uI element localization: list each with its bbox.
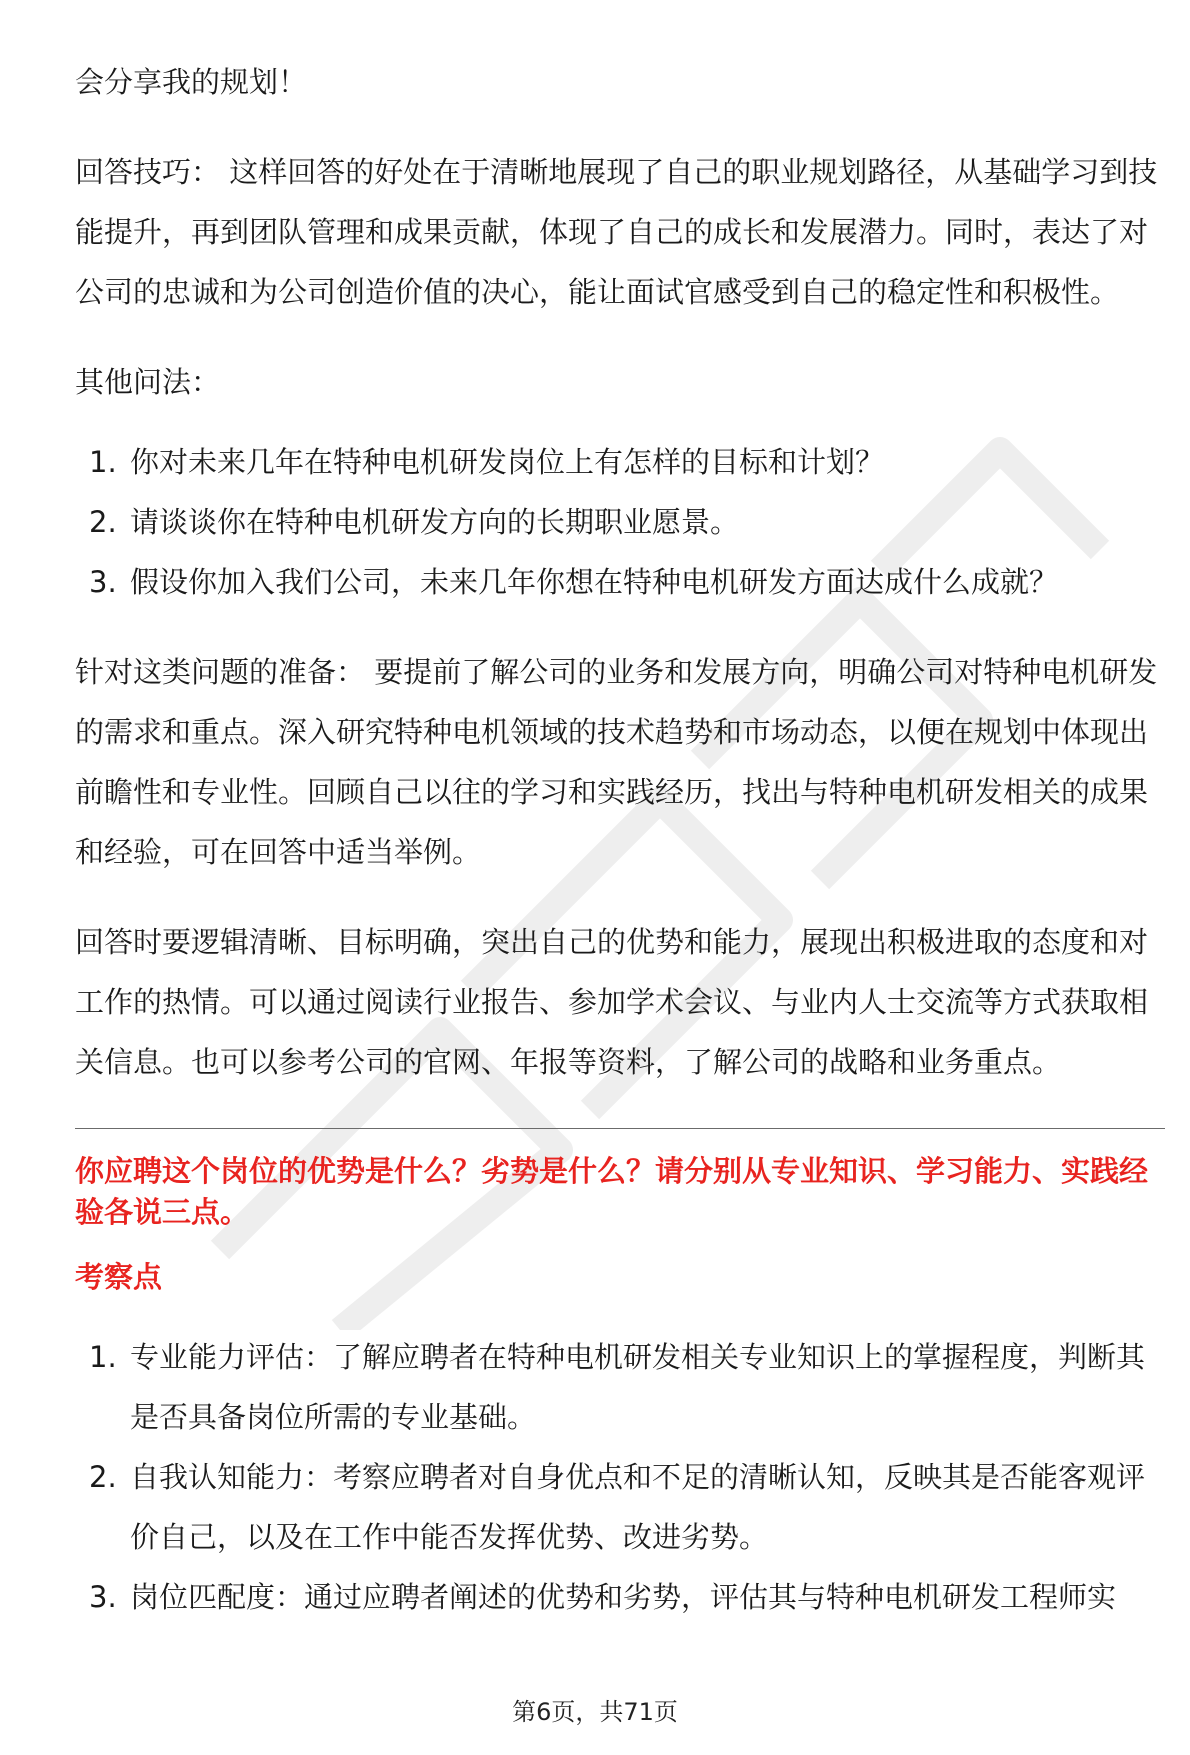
other-questions-heading: 其他问法：: [75, 365, 221, 399]
list-item: [75, 1567, 1165, 1627]
assessment-points-heading: 考察点: [75, 1260, 163, 1294]
list-item-number: 1.: [89, 1340, 117, 1374]
list-item-number: 2.: [89, 505, 117, 539]
page-number-footer: 第6页，共71页: [512, 1698, 678, 1726]
list-item-text: 自我认知能力：考察应聘者对自身优点和不足的清晰认知，反映其是否能客观评价自己，以及在工作中能否发挥优势、改进劣势。: [130, 1460, 1146, 1554]
list-item-number: 3.: [89, 1580, 117, 1614]
answer-advice-paragraph: 回答时要逻辑清晰、目标明确，突出自己的优势和能力，展现出积极进取的态度和对工作的热情。可以通过阅读行业报告、参加学术会议、与业内人士交流等方式获取相关信息。也可以参考公司的官网、年报等资料，了解公司的战略和业务重点。: [75, 925, 1149, 1079]
list-item: [75, 552, 1165, 612]
main-content: [75, 40, 1165, 1627]
list-item-text: 请谈谈你在特种电机研发方向的长期职业愿景。: [130, 505, 740, 539]
list-item-number: 1.: [89, 445, 117, 479]
list-item-number: 3.: [89, 565, 117, 599]
list-item-text: 专业能力评估：了解应聘者在特种电机研发相关专业知识上的掌握程度，判断其是否具备岗位所需的专业基础。: [130, 1340, 1146, 1434]
intro-text: 会分享我的规划！: [75, 65, 308, 99]
list-item: [75, 1327, 1165, 1447]
preparation-paragraph: 针对这类问题的准备： 要提前了解公司的业务和发展方向，明确公司对特种电机研发的需求和重点。深入研究特种电机领域的技术趋势和市场动态，以便在规划中体现出前瞻性和专业性。回顾自己以往的学习和实践经历，找出与特种电机研发相关的成果和经验，可在回答中适当举例。: [75, 655, 1158, 869]
answer-tip-paragraph: 回答技巧： 这样回答的好处在于清晰地展现了自己的职业规划路径，从基础学习到技能提升，再到团队管理和成果贡献，体现了自己的成长和发展潜力。同时，表达了对公司的忠诚和为公司创造价值的决心，能让面试官感受到自己的稳定性和积极性。: [75, 155, 1158, 309]
question-title: 你应聘这个岗位的优势是什么？劣势是什么？请分别从专业知识、学习能力、实践经验各说三点。: [75, 1154, 1149, 1229]
list-item: [75, 432, 1165, 492]
list-item-text: 你对未来几年在特种电机研发岗位上有怎样的目标和计划？: [130, 445, 885, 479]
list-item-text: 岗位匹配度：通过应聘者阐述的优势和劣势，评估其与特种电机研发工程师实: [130, 1580, 1117, 1614]
list-item: [75, 492, 1165, 552]
list-item-number: 2.: [89, 1460, 117, 1494]
assessment-points-list: [75, 1327, 1165, 1627]
list-item-text: 假设你加入我们公司，未来几年你想在特种电机研发方面达成什么成就？: [130, 565, 1059, 599]
list-item: [75, 1447, 1165, 1567]
other-questions-list: [75, 432, 1165, 612]
section-divider: [75, 1128, 1165, 1129]
